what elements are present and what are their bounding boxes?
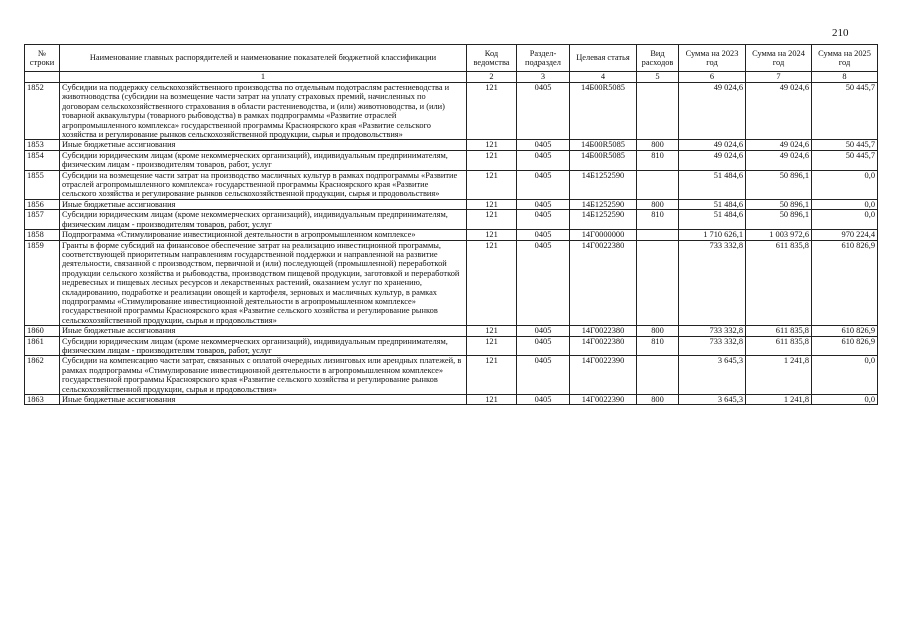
row-expense-type: [637, 240, 679, 326]
row-department-code: 121: [467, 83, 517, 140]
row-sum-2023: 1 710 626,1: [679, 230, 746, 240]
row-number: 1858: [25, 230, 60, 240]
row-expense-type: 810: [637, 150, 679, 170]
row-department-code: 121: [467, 199, 517, 209]
row-sum-2024: 49 024,6: [746, 140, 812, 150]
row-sum-2025: 0,0: [812, 199, 878, 209]
row-department-code: 121: [467, 336, 517, 356]
header-sum-2024: Сумма на 2024 год: [746, 45, 812, 72]
header-sum-2023: Сумма на 2023 год: [679, 45, 746, 72]
row-sum-2025: 0,0: [812, 356, 878, 395]
row-sum-2024: 49 024,6: [746, 150, 812, 170]
row-target-article: 14Г0022380: [570, 240, 637, 326]
row-section: 0405: [517, 356, 570, 395]
row-sum-2025: 50 445,7: [812, 150, 878, 170]
row-number: 1854: [25, 150, 60, 170]
table-row: [25, 150, 878, 170]
table-row: [25, 210, 878, 230]
row-sum-2024: 50 896,1: [746, 199, 812, 209]
row-target-article: 14Г0022390: [570, 356, 637, 395]
row-target-article: 14Б1252590: [570, 210, 637, 230]
row-department-code: 121: [467, 230, 517, 240]
row-section: 0405: [517, 230, 570, 240]
row-section: 0405: [517, 336, 570, 356]
row-section: 0405: [517, 199, 570, 209]
row-department-code: 121: [467, 210, 517, 230]
row-sum-2025: 610 826,9: [812, 336, 878, 356]
row-sum-2024: 611 835,8: [746, 326, 812, 336]
column-number: 2: [467, 72, 517, 83]
row-expense-type: 800: [637, 199, 679, 209]
budget-table: [24, 44, 878, 405]
header-name: Наименование главных распорядителей и наименование показателей бюджетной классификации: [60, 45, 467, 72]
row-number: 1855: [25, 170, 60, 199]
row-name: Субсидии юридическим лицам (кроме некоммерческих организаций), индивидуальным предпринимателям, физическим лицам - производителям товаров, работ, услуг: [60, 210, 467, 230]
table-row: [25, 170, 878, 199]
row-name: Субсидии юридическим лицам (кроме некоммерческих организаций), индивидуальным предпринимателям, физическим лицам - производителям товаров, работ, услуг: [60, 336, 467, 356]
table-row: [25, 395, 878, 405]
row-target-article: 14Г0022390: [570, 395, 637, 405]
row-expense-type: 800: [637, 326, 679, 336]
row-sum-2023: 51 484,6: [679, 210, 746, 230]
row-department-code: 121: [467, 395, 517, 405]
table-header-row: [25, 45, 878, 72]
table-row: [25, 140, 878, 150]
table-row: [25, 83, 878, 140]
header-department-code: Код ведомства: [467, 45, 517, 72]
row-sum-2023: 51 484,6: [679, 199, 746, 209]
row-target-article: 14Г0022380: [570, 326, 637, 336]
row-target-article: 14Г0000000: [570, 230, 637, 240]
row-sum-2023: 733 332,8: [679, 326, 746, 336]
row-sum-2024: 1 241,8: [746, 395, 812, 405]
row-sum-2024: 611 835,8: [746, 336, 812, 356]
row-section: 0405: [517, 170, 570, 199]
row-sum-2023: 49 024,6: [679, 150, 746, 170]
row-sum-2023: 3 645,3: [679, 395, 746, 405]
table-row: [25, 326, 878, 336]
column-number: 8: [812, 72, 878, 83]
row-section: 0405: [517, 210, 570, 230]
header-target-article: Целевая статья: [570, 45, 637, 72]
row-sum-2025: 0,0: [812, 395, 878, 405]
header-sum-2025: Сумма на 2025 год: [812, 45, 878, 72]
row-target-article: 14Б1252590: [570, 170, 637, 199]
row-number: 1857: [25, 210, 60, 230]
table-row: [25, 336, 878, 356]
row-sum-2024: 611 835,8: [746, 240, 812, 326]
row-target-article: 14Б1252590: [570, 199, 637, 209]
table-row: [25, 240, 878, 326]
row-sum-2025: 610 826,9: [812, 326, 878, 336]
row-expense-type: 810: [637, 336, 679, 356]
row-expense-type: [637, 356, 679, 395]
row-sum-2024: 49 024,6: [746, 83, 812, 140]
row-department-code: 121: [467, 356, 517, 395]
row-section: 0405: [517, 395, 570, 405]
table-row: [25, 230, 878, 240]
table-row: [25, 356, 878, 395]
row-department-code: 121: [467, 240, 517, 326]
row-number: 1856: [25, 199, 60, 209]
page-number: 210: [832, 27, 849, 39]
row-name: Гранты в форме субсидий на финансовое обеспечение затрат на реализацию инвестиционной программы, соответствующей приоритетным направлениям государственной поддержки и направленной на развитие деятельности, связанной с производством, первичной и (или) последующей (промышленной) переработкой продукции сельского хозяйства и рыбоводства, производством пищевой продукции, заготовкой и переработкой недревесных и пищевых лесных ресурсов и лекарственных растений, оказанием услуг по хранению, складированию, подработке и реализации овощей и картофеля, зерновых и масличных культур, в рамках подпрограммы «Стимулирование инвестиционной деятельности в агропромышленном комплексе» государственной программы Красноярского края «Развитие сельского хозяйства и регулирование рынков сельскохозяйственной продукции, сырья и продовольствия»: [60, 240, 467, 326]
row-sum-2023: 49 024,6: [679, 83, 746, 140]
row-department-code: 121: [467, 326, 517, 336]
row-name: Иные бюджетные ассигнования: [60, 140, 467, 150]
row-number: 1861: [25, 336, 60, 356]
row-sum-2025: 0,0: [812, 170, 878, 199]
row-sum-2023: 51 484,6: [679, 170, 746, 199]
row-department-code: 121: [467, 150, 517, 170]
row-department-code: 121: [467, 140, 517, 150]
row-sum-2023: 733 332,8: [679, 240, 746, 326]
row-sum-2023: 49 024,6: [679, 140, 746, 150]
row-name: Субсидии на возмещение части затрат на производство масличных культур в рамках подпрограммы «Развитие отраслей агропромышленного комплекса» государственной программы Красноярского края «Развитие сельского хозяйства и регулирование рынков сельскохозяйственной продукции, сырья и продовольствия»: [60, 170, 467, 199]
row-expense-type: 800: [637, 140, 679, 150]
row-expense-type: [637, 170, 679, 199]
row-sum-2025: 50 445,7: [812, 140, 878, 150]
row-name: Иные бюджетные ассигнования: [60, 199, 467, 209]
table-row: [25, 199, 878, 209]
row-target-article: 14Б00R5085: [570, 83, 637, 140]
row-sum-2024: 1 241,8: [746, 356, 812, 395]
row-section: 0405: [517, 240, 570, 326]
row-target-article: 14Б00R5085: [570, 150, 637, 170]
column-number: [25, 72, 60, 83]
column-number-row: [25, 72, 878, 83]
row-sum-2023: 733 332,8: [679, 336, 746, 356]
column-number: 7: [746, 72, 812, 83]
column-number: 1: [60, 72, 467, 83]
row-department-code: 121: [467, 170, 517, 199]
column-number: 4: [570, 72, 637, 83]
row-sum-2025: 610 826,9: [812, 240, 878, 326]
row-name: Субсидии юридическим лицам (кроме некоммерческих организаций), индивидуальным предпринимателям, физическим лицам - производителям товаров, работ, услуг: [60, 150, 467, 170]
row-name: Субсидии на компенсацию части затрат, связанных с оплатой очередных лизинговых или арендных платежей, в рамках подпрограммы «Стимулирование инвестиционной деятельности в агропромышленном комплексе» государственной программы Красноярского края «Развитие сельского хозяйства и регулирование рынков сельскохозяйственной продукции, сырья и продовольствия»: [60, 356, 467, 395]
row-number: 1859: [25, 240, 60, 326]
row-section: 0405: [517, 326, 570, 336]
row-expense-type: 810: [637, 210, 679, 230]
row-target-article: 14Г0022380: [570, 336, 637, 356]
row-number: 1853: [25, 140, 60, 150]
row-sum-2024: 50 896,1: [746, 170, 812, 199]
row-expense-type: 800: [637, 395, 679, 405]
row-sum-2025: 50 445,7: [812, 83, 878, 140]
column-number: 6: [679, 72, 746, 83]
row-sum-2025: 0,0: [812, 210, 878, 230]
row-section: 0405: [517, 140, 570, 150]
row-name: Подпрограмма «Стимулирование инвестиционной деятельности в агропромышленном комплексе»: [60, 230, 467, 240]
row-sum-2025: 970 224,4: [812, 230, 878, 240]
row-section: 0405: [517, 150, 570, 170]
row-expense-type: [637, 230, 679, 240]
row-sum-2023: 3 645,3: [679, 356, 746, 395]
row-name: Иные бюджетные ассигнования: [60, 395, 467, 405]
row-number: 1862: [25, 356, 60, 395]
row-sum-2024: 50 896,1: [746, 210, 812, 230]
row-number: 1863: [25, 395, 60, 405]
row-number: 1852: [25, 83, 60, 140]
header-expense-type: Вид расходов: [637, 45, 679, 72]
row-name: Иные бюджетные ассигнования: [60, 326, 467, 336]
column-number: 3: [517, 72, 570, 83]
row-number: 1860: [25, 326, 60, 336]
row-section: 0405: [517, 83, 570, 140]
row-expense-type: [637, 83, 679, 140]
row-target-article: 14Б00R5085: [570, 140, 637, 150]
row-sum-2024: 1 003 972,6: [746, 230, 812, 240]
header-row-number: № строки: [25, 45, 60, 72]
column-number: 5: [637, 72, 679, 83]
row-name: Субсидии на поддержку сельскохозяйственного производства по отдельным подотраслям растениеводства и животноводства (субсидии на возмещение части затрат на уплату страховых премий, начисленных по договорам сельскохозяйственного страхования в области растениеводства, и (или) животноводства, и (или) товарной аквакультуры (товарного рыбоводства) в рамках подпрограммы «Развитие отраслей агропромышленного комплекса» государственной программы Красноярского края «Развитие сельского хозяйства и регулирование рынков сельскохозяйственной продукции, сырья и продовольствия»: [60, 83, 467, 140]
header-section: Раздел-подраздел: [517, 45, 570, 72]
